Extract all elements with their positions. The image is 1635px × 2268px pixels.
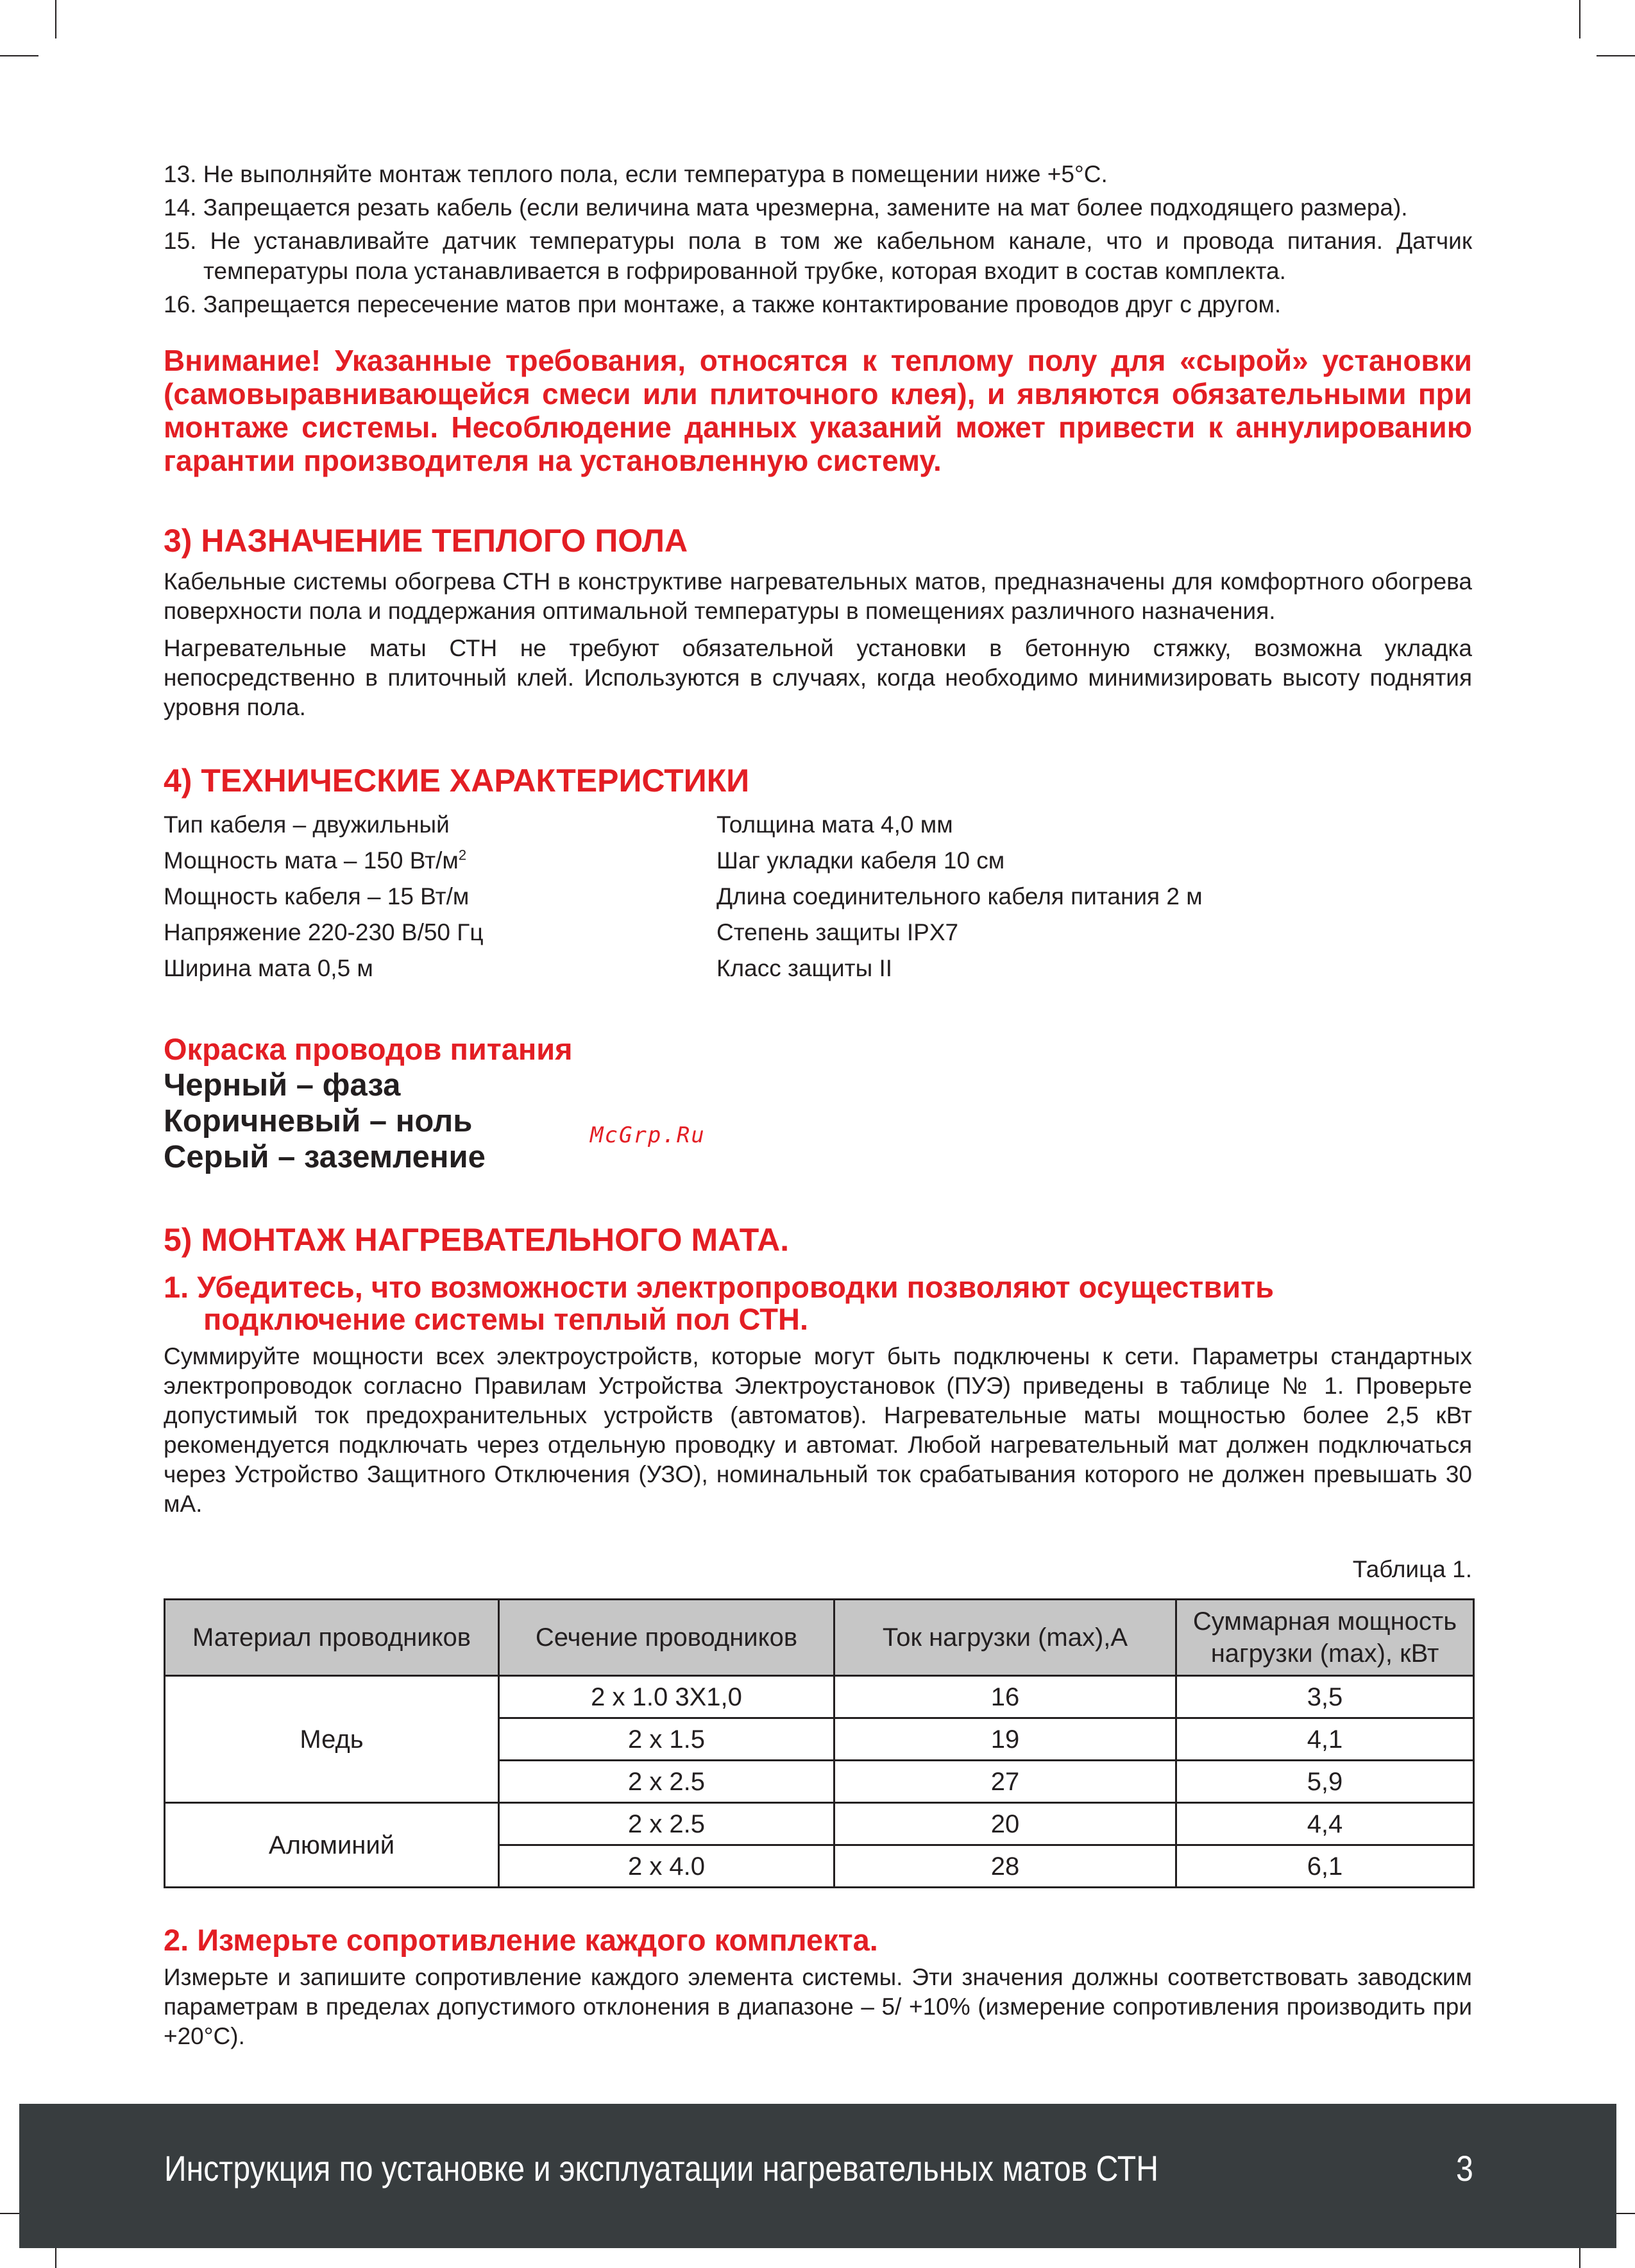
step-1-title: 1. Убедитесь, что возможности электропроводки позволяют осуществить подключение системы теплый пол СТН. [164,1270,1275,1336]
step-2-title: 2. Измерьте сопротивление каждого комплекта. [164,1923,878,1957]
step-1-text: Суммируйте мощности всех электроустройств, которые могут быть подключены к сети. Параметры стандартных электропроводок согласно Правилам Устройства Электроустановок (ПУЭ) приведены в таблице № 1. Проверьте допустимый ток предохранительных устройств (автоматов). Нагревательные маты мощностью более 2,5 кВт рекомендуется подключать через отдельную проводку и автомат. Любой нагревательный мат должен подключаться через Устройство Защитного Отключения (УЗО), номинальный ток срабатывания которого не должен превышать 30 мА. [164,1343,1472,1517]
watermark: McGrp.Ru [590,1122,706,1148]
spec-item: Шаг укладки кабеля 10 см [716,847,1005,874]
section-5-title: 5) МОНТАЖ НАГРЕВАТЕЛЬНОГО МАТА. [164,1222,790,1258]
wire-color-item: Черный – фаза [164,1068,401,1103]
list-item: 16. Запрещается пересечение матов при монтаже, а также контактирование проводов друг с другом. [164,291,1282,317]
table-cell: 2 х 4.0 [499,1845,834,1888]
page-number: 3 [1456,2148,1473,2188]
wire-color-item: Коричневый – ноль [164,1104,473,1138]
list-item: 14. Запрещается резать кабель (если величина мата чрезмерна, замените на мат более подходящего размера). [164,194,1408,221]
table-cell: 4,1 [1176,1718,1474,1761]
table-header: Сечение проводников [499,1600,834,1676]
table-cell: 19 [834,1718,1176,1761]
table-header: Ток нагрузки (max),А [834,1600,1176,1676]
table-row [165,1676,1474,1718]
table-header: Материал проводников [165,1600,499,1676]
spec-item: Толщина мата 4,0 мм [716,811,953,838]
page-content [164,159,1472,2059]
list-item: 15. Не устанавливайте датчик температуры пола в том же кабельном канале, что и провода питания. Датчик температуры пола устанавливается в гофрированной трубке, которая входит в состав комплекта. [164,228,1473,284]
footer-title: Инструкция по установке и эксплуатации нагревательных матов СТН [164,2148,1158,2188]
crop-mark [1597,55,1635,56]
wire-colors [164,1031,1472,1175]
table-cell: 2 х 2.5 [499,1761,834,1803]
section-3-title: 3) НАЗНАЧЕНИЕ ТЕПЛОГО ПОЛА [164,523,688,559]
spec-item: Тип кабеля – двужильный [164,811,450,838]
step-2-text: Измерьте и запишите сопротивление каждого элемента системы. Эти значения должны соответствовать заводским параметрам в пределах допустимого отклонения в диапазоне – 5/ +10% (измерение сопротивления производить при +20°С). [164,1964,1472,2049]
specs-left-column [164,807,716,986]
wire-colors-title: Окраска проводов питания [164,1032,573,1066]
spec-item: Степень защиты IPX7 [716,919,959,945]
crop-mark [1579,0,1580,38]
table-header-row [165,1600,1474,1676]
crop-mark [55,0,56,38]
spec-item: Длина соединительного кабеля питания 2 м [716,883,1203,910]
spec-item: Класс защиты II [716,955,893,981]
table-row [165,1803,1474,1845]
wire-color-item: Серый – заземление [164,1140,486,1174]
section-3-paragraph-1: Кабельные системы обогрева СТН в конструктиве нагревательных матов, предназначены для комфортного обогрева поверхности пола и поддержания оптимальной температуры в помещениях различного назначения. [164,568,1472,624]
spec-item: Мощность мата – 150 $Вт/м^2$ [164,847,467,874]
table-cell: 4,4 [1176,1803,1474,1845]
warning-text: Внимание! Указанные требования, относятся к теплому полу для «сырой» установки (самовыравнивающейся смеси или плиточного клея), и являются обязательными при монтаже системы. Несоблюдение данных указаний может привести к аннулированию гарантии производителя на установленную систему. [164,344,1472,477]
section-3-paragraph-2: Нагревательные маты СТН не требуют обязательной установки в бетонную стяжку, возможна укладка непосредственно в плиточный клей. Используются в случаях, когда необходимо минимизировать высоту поднятия уровня пола. [164,635,1472,720]
table-cell: 2 х 1.5 [499,1718,834,1761]
footer-bar [19,2104,1616,2248]
table-cell-material: Медь [165,1676,499,1803]
section-4-title: 4) ТЕХНИЧЕСКИЕ ХАРАКТЕРИСТИКИ [164,763,750,799]
spec-item: Мощность кабеля – 15 Вт/м [164,883,470,910]
table-cell: 2 х 1.0 3Х1,0 [499,1676,834,1718]
specs-list [164,807,1472,986]
table-cell: 20 [834,1803,1176,1845]
spec-item: Напряжение 220-230 В/50 Гц [164,919,484,945]
list-item: 13. Не выполняйте монтаж теплого пола, если температура в помещении ниже +5°С. [164,161,1108,187]
spec-item: Ширина мата 0,5 м [164,955,373,981]
table-cell: 3,5 [1176,1676,1474,1718]
table-cell: 16 [834,1676,1176,1718]
requirements-list [164,159,1472,319]
table-cell: 2 х 2.5 [499,1803,834,1845]
spec-superscript: 2 [458,847,467,863]
specs-right-column [716,807,1422,986]
table-cell: 27 [834,1761,1176,1803]
wiring-table [164,1598,1475,1888]
table-cell: 5,9 [1176,1761,1474,1803]
table-caption: Таблица 1. [1352,1556,1472,1582]
table-cell-material: Алюминий [165,1803,499,1888]
table-cell: 28 [834,1845,1176,1888]
table-cell: 6,1 [1176,1845,1474,1888]
crop-mark [0,55,38,56]
table-header: Суммарная мощность нагрузки (max), кВт [1176,1600,1474,1676]
